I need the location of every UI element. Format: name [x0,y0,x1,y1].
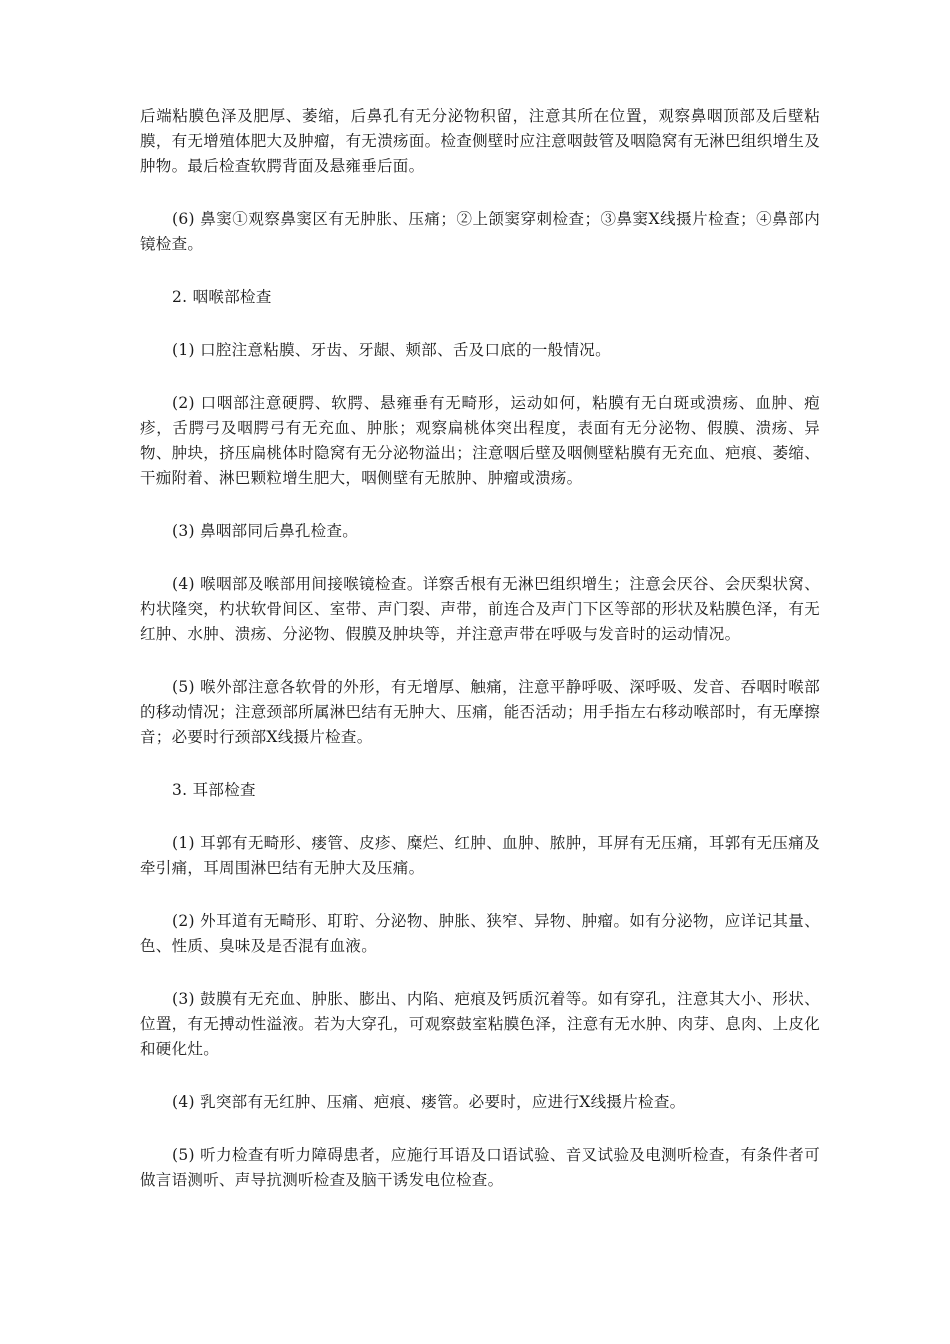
paragraph-external-larynx: (5) 喉外部注意各软骨的外形，有无增厚、触痛，注意平静呼吸、深呼吸、发音、吞咽时喉部的移动情况；注意颈部所属淋巴结有无肿大、压痛，能否活动；用手指左右移动喉部时，有无摩擦音；必要时行颈部X线摄片检查。 [140,678,820,746]
paragraph-auricle: (1) 耳郭有无畸形、瘘管、皮疹、糜烂、红肿、血肿、脓肿，耳屏有无压痛，耳郭有无压痛及牵引痛，耳周围淋巴结有无肿大及压痛。 [140,834,820,877]
paragraph-external-canal: (2) 外耳道有无畸形、耵聍、分泌物、肿胀、狭窄、异物、肿瘤。如有分泌物，应详记其量、色、性质、臭味及是否混有血液。 [140,912,820,955]
paragraph-nasopharynx: (3) 鼻咽部同后鼻孔检查。 [172,522,359,540]
section-heading-throat: 2. 咽喉部检查 [172,288,272,306]
paragraph-oral-cavity: (1) 口腔注意粘膜、牙齿、牙龈、颊部、舌及口底的一般情况。 [172,341,611,359]
paragraph-hearing-test: (5) 听力检查有听力障碍患者，应施行耳语及口语试验、音叉试验及电测听检查，有条件者可做言语测听、声导抗测听检查及脑干诱发电位检查。 [140,1146,820,1189]
paragraph-laryngopharynx: (4) 喉咽部及喉部用间接喉镜检查。详察舌根有无淋巴组织增生；注意会厌谷、会厌梨状窝、杓状隆突，杓状软骨间区、室带、声门裂、声带，前连合及声门下区等部的形状及粘膜色泽，有无红肿、水肿、溃疡、分泌物、假膜及肿块等，并注意声带在呼吸与发音时的运动情况。 [140,575,820,643]
paragraph-sinus-exam: (6) 鼻窦①观察鼻窦区有无肿胀、压痛；②上颌窦穿刺检查；③鼻窦X线摄片检查；④鼻部内镜检查。 [140,210,820,253]
section-heading-ear: 3. 耳部检查 [172,781,256,799]
paragraph-tympanic-membrane: (3) 鼓膜有无充血、肿胀、膨出、内陷、疤痕及钙质沉着等。如有穿孔，注意其大小、形状、位置，有无搏动性溢液。若为大穿孔，可观察鼓室粘膜色泽，注意有无水肿、肉芽、息肉、上皮化和硬化灶。 [140,990,820,1058]
document-page [140,104,820,1193]
paragraph-mastoid: (4) 乳突部有无红肿、压痛、疤痕、瘘管。必要时，应进行X线摄片检查。 [172,1093,686,1111]
paragraph-nasopharynx-continued: 后端粘膜色泽及肥厚、萎缩，后鼻孔有无分泌物积留，注意其所在位置，观察鼻咽顶部及后壁粘膜，有无增殖体肥大及肿瘤，有无溃疡面。检查侧壁时应注意咽鼓管及咽隐窝有无淋巴组织增生及肿物。最后检查软腭背面及悬雍垂后面。 [140,107,820,175]
paragraph-oropharynx: (2) 口咽部注意硬腭、软腭、悬雍垂有无畸形，运动如何，粘膜有无白斑或溃疡、血肿、疱疹，舌腭弓及咽腭弓有无充血、肿胀；观察扁桃体突出程度，表面有无分泌物、假膜、溃疡、异物、肿块，挤压扁桃体时隐窝有无分泌物溢出；注意咽后壁及咽侧壁粘膜有无充血、疤痕、萎缩、干痂附着、淋巴颗粒增生肥大，咽侧壁有无脓肿、肿瘤或溃疡。 [140,394,820,487]
